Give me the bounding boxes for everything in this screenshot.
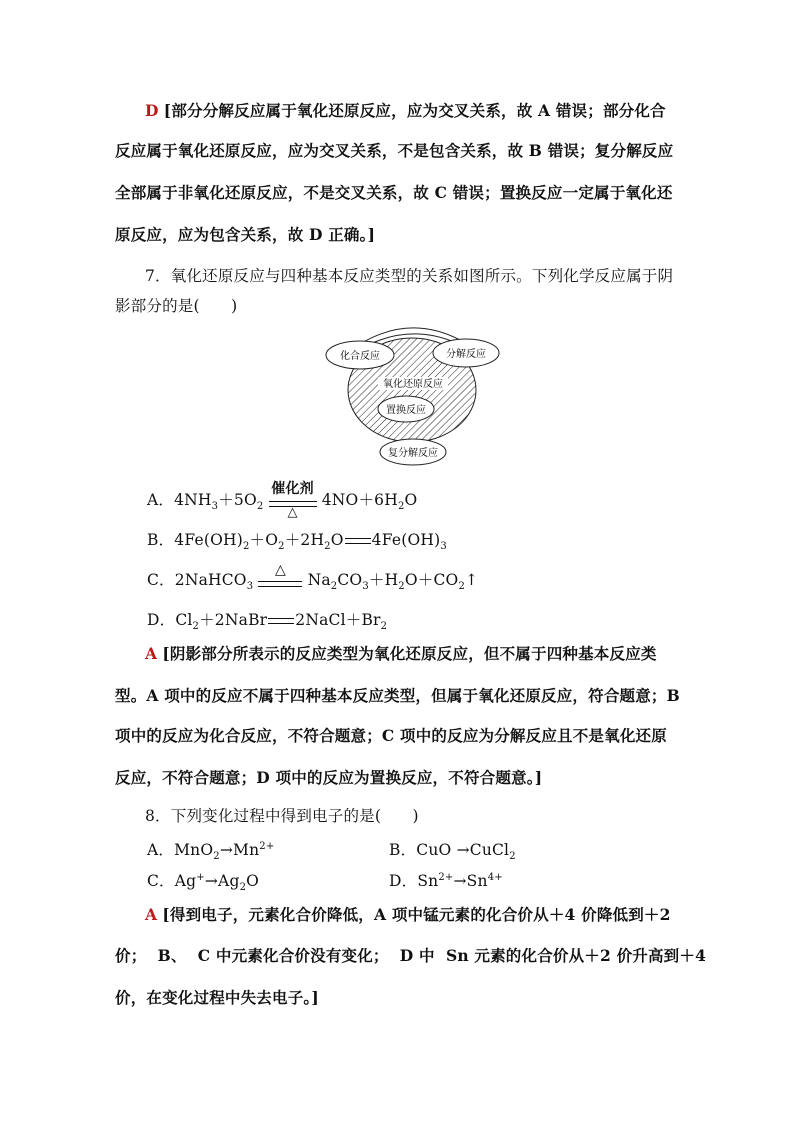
answer6-line-2: 反应属于氧化还原反应，应为交叉关系，不是包含关系，故 B 错误；复分解反应: [115, 141, 674, 160]
q8-option-a-t2: →Mn: [219, 841, 260, 859]
q7-option-c-t2: Na: [307, 571, 331, 589]
q7-option-b-t3: ＋2H: [284, 531, 325, 549]
q8-option-c-t3: O: [246, 872, 260, 890]
answer8-line-1: [145, 905, 671, 925]
q8-option-b: [389, 840, 516, 863]
answer7-text-1: [阴影部分所表示的反应类型为氧化还原反应，但不属于四种基本反应类: [162, 644, 657, 663]
q8-option-c-s1: 2: [239, 882, 247, 894]
q7-option-a-right2: O: [404, 491, 418, 509]
q8-stem: 8．下列变化过程中得到电子的是( ): [145, 807, 419, 825]
answer8-letter: A: [145, 905, 158, 924]
combination-label: 化合反应: [340, 351, 380, 362]
q7-option-b: [147, 530, 447, 553]
q7-option-a-right1: 4NO＋6H: [321, 491, 398, 509]
q7-option-b-s3: 2: [324, 541, 331, 553]
q8-option-d-t2: →Sn: [453, 872, 488, 890]
q7-option-c-t4: ＋H: [368, 571, 399, 589]
decomposition-label: 分解反应: [446, 349, 486, 360]
answer6-text-1: [部分分解反应属于氧化还原反应，应为交叉关系，故 A 错误；部分化合: [163, 101, 666, 120]
q7-option-c-s1: 3: [246, 581, 254, 593]
q7-option-d: [147, 610, 388, 633]
double-decomposition-label: 复分解反应: [388, 448, 438, 459]
q8-option-a: [147, 840, 275, 863]
q7-option-a-condition: [269, 481, 317, 520]
catalyst-label: 催化剂: [271, 481, 314, 497]
q8-option-c: [147, 871, 260, 894]
q7-option-c-t5: O＋CO: [404, 571, 459, 589]
answer8-line-2: 价； B、 C 中元素化合价没有变化； D 中 Sn 元素的化合价从＋2 价升高到＋4: [115, 946, 707, 965]
answer7-line-4: 反应，不符合题意；D 项中的反应为置换反应，不符合题意。]: [115, 768, 543, 787]
q7-option-d-t3: 2NaCl＋Br: [295, 611, 381, 629]
equals-sign: [268, 618, 294, 624]
answer6-line-3: 全部属于非氧化还原反应，不是交叉关系，故 C 错误；置换反应一定属于氧化还: [115, 183, 673, 202]
q7-option-a-prefix: A．: [147, 491, 175, 509]
q7-option-c-s5: 2: [458, 581, 465, 593]
q7-option-d-s2: 2: [380, 621, 388, 633]
q8-option-c-sup1: +: [196, 871, 205, 883]
equals-double-line: [258, 581, 302, 587]
q7-option-c-s3: 3: [362, 581, 369, 593]
q7-option-b-s4: 3: [440, 541, 447, 553]
reaction-relationship-diagram: [320, 322, 505, 472]
q7-option-b-t4: O: [330, 531, 344, 549]
q7-option-a: [147, 481, 418, 520]
answer7-line-3: 项中的反应为化合反应，不符合题意；C 项中的反应为分解反应且不是氧化还原: [115, 726, 667, 745]
q7-option-a-mid: ＋5O: [218, 491, 257, 509]
answer8-text-1: [得到电子，元素化合价降低，A 项中锰元素的化合价从＋4 价降低到＋2: [162, 905, 671, 924]
answer7-letter: A: [145, 644, 158, 663]
q7-option-a-sub2: 2: [256, 501, 264, 513]
q8-option-c-t2: →Ag: [204, 872, 240, 890]
q7-option-d-t2: ＋2NaBr: [199, 611, 268, 629]
q8-option-d-sup1: 2+: [438, 871, 454, 883]
q8-option-b-s1: 2: [509, 851, 516, 863]
q7-option-c-t3: CO: [337, 571, 363, 589]
q7-option-b-s2: 2: [278, 541, 285, 553]
q7-option-c-s2: 2: [330, 581, 338, 593]
q7-option-d-t1: D．Cl: [147, 611, 193, 629]
q7-option-d-s1: 2: [192, 621, 200, 633]
q8-option-d-sup2: 4+: [487, 871, 503, 883]
q8-option-d: [389, 871, 503, 891]
gas-arrow-icon: ↑: [465, 571, 479, 589]
q7-option-a-sub1: 3: [211, 501, 219, 513]
q8-option-a-s1: 2: [213, 851, 220, 863]
q7-option-b-s1: 2: [242, 541, 250, 553]
answer8-line-3: 价，在变化过程中失去电子。]: [115, 988, 319, 1007]
q8-option-c-t1: C．Ag: [147, 872, 197, 890]
q7-option-c: [147, 562, 479, 593]
q8-option-b-t1: B．CuO →CuCl: [389, 841, 510, 859]
q7-option-a-left: 4NH: [174, 491, 212, 509]
answer6-line-1: [145, 101, 666, 121]
q7-option-b-t2: ＋O: [249, 531, 279, 549]
answer6-letter: D: [145, 101, 159, 120]
heat-symbol: △: [274, 562, 286, 578]
q8-option-a-t1: A．MnO: [147, 841, 214, 859]
q7-option-b-t1: B．4Fe(OH): [147, 531, 243, 549]
q8-option-d-t1: D．Sn: [389, 872, 439, 890]
q8-option-a-sup1: 2+: [259, 840, 275, 852]
answer7-line-2: 型。A 项中的反应不属于四种基本反应类型，但属于氧化还原反应，符合题意；B: [115, 686, 680, 705]
q7-option-a-sub3: 2: [397, 501, 405, 513]
answer7-line-1: [145, 644, 657, 664]
q7-option-c-condition: [258, 562, 302, 592]
q7-option-c-t1: C．2NaHCO: [147, 571, 247, 589]
replacement-label: 置换反应: [386, 405, 426, 416]
answer6-line-4: 原反应，应为包含关系，故 D 正确。]: [115, 225, 376, 244]
q7-stem-line-1: 7．氧化还原反应与四种基本反应类型的关系如图所示。下列化学反应属于阴: [145, 267, 674, 285]
heat-symbol: △: [287, 505, 298, 520]
redox-label: 氧化还原反应: [383, 379, 443, 390]
q7-stem-line-2: 影部分的是( ): [115, 297, 238, 315]
q7-option-c-s4: 2: [398, 581, 405, 593]
equals-sign: [345, 538, 371, 544]
q7-option-b-t5: 4Fe(OH): [371, 531, 441, 549]
